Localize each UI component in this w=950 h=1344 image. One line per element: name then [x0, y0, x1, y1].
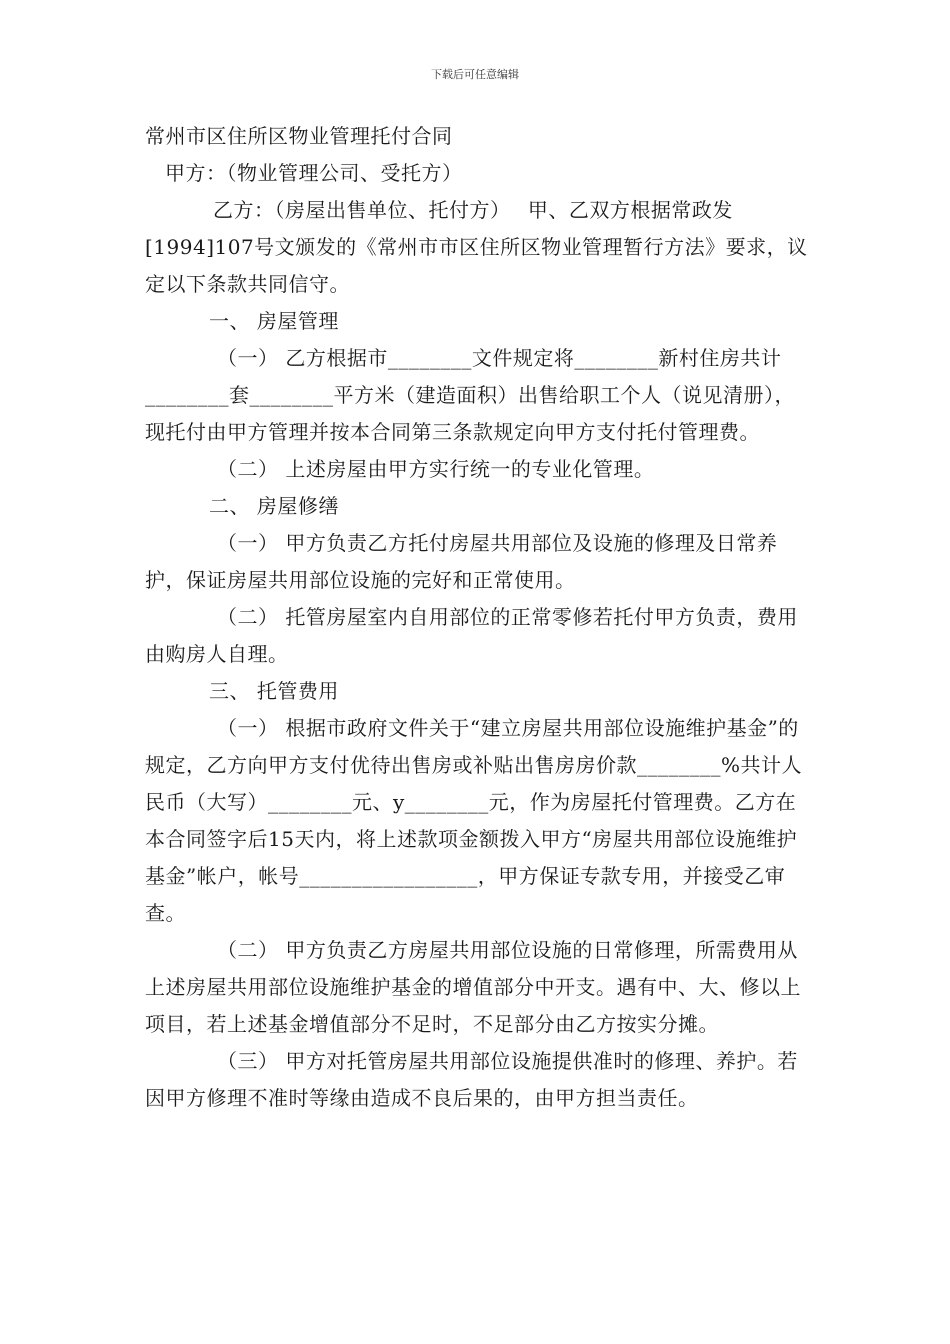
section-2-title: 二、 房屋修缮 [209, 494, 339, 518]
page-header: 下载后可任意编辑 [431, 68, 519, 81]
section-1-paragraph-2: （二） 上述房屋由甲方实行统一的专业化管理。 [217, 457, 655, 481]
section-3-paragraph-3: （三） 甲方对托管房屋共用部位设施提供准时的修理、养护。若因甲方修理不准时等缘由造成不良后果的，由甲方担当责任。 [145, 1049, 798, 1110]
party-a: 甲方：（物业管理公司、受托方） [165, 161, 463, 185]
section-3-paragraph-2: （二） 甲方负责乙方房屋共用部位设施的日常修理，所需费用从上述房屋共用部位设施维护基金的增值部分中开支。遇有中、大、修以上项目，若上述基金增值部分不足时，不足部分由乙方按实分摊。 [145, 938, 801, 1036]
section-2-paragraph-2: （二） 托管房屋室内自用部位的正常零修若托付甲方负责，费用由购房人自理。 [145, 605, 798, 666]
document-body [145, 118, 815, 1117]
section-2-paragraph-1: （一） 甲方负责乙方托付房屋共用部位及设施的修理及日常养护，保证房屋共用部位设施的完好和正常使用。 [145, 531, 778, 592]
section-3-title: 三、 托管费用 [209, 679, 339, 703]
document-title: 常州市区住所区物业管理托付合同 [145, 124, 453, 148]
section-1-title: 一、 房屋管理 [209, 309, 339, 333]
section-1-paragraph-1: （一） 乙方根据市________文件规定将________新村住房共计________套________平方米（建造面积）出售给职工个人（说见清册），现托付由甲方管理并按本合同第三条款规定向甲方支付托付管理费。 [145, 346, 795, 444]
section-3-paragraph-1: （一） 根据市政府文件关于“建立房屋共用部位设施维护基金”的规定，乙方向甲方支付优待出售房或补贴出售房房价款________%共计人民币（大写）________元、y________元，作为房屋托付管理费。乙方在本合同签字后15天内，将上述款项金额拨入甲方“房屋共用部位设施维护基金”帐户，帐号_________________，甲方保证专款专用，并接受乙审查。 [145, 716, 803, 925]
party-b-intro: 乙方：（房屋出售单位、托付方） 甲、乙双方根据常政发[1994]107号文颁发的《常州市市区住所区物业管理暂行方法》要求，议定以下条款共同信守。 [145, 198, 808, 296]
